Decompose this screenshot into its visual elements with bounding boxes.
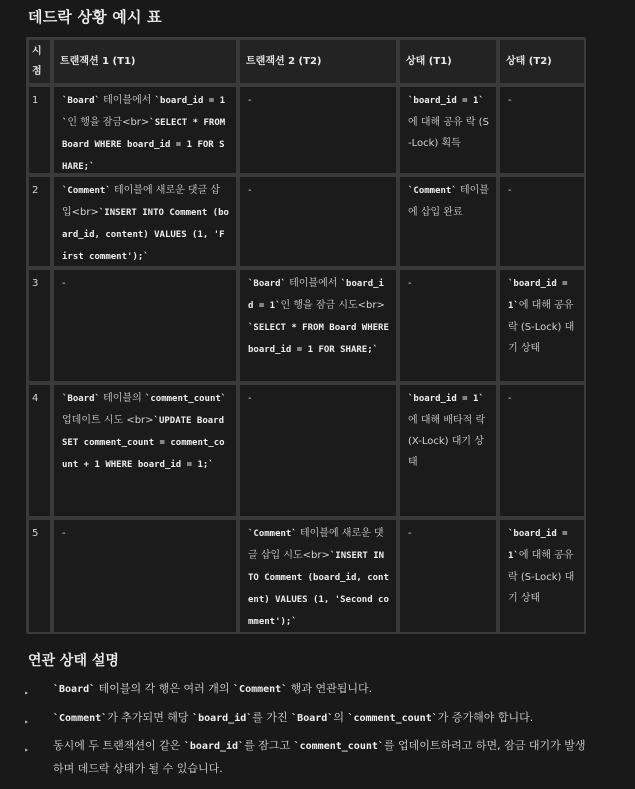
bullet-marker-icon: ‣ xyxy=(24,689,29,698)
page-title: 데드락 상황 예시 표 xyxy=(28,8,162,26)
cell-row4-t2: - xyxy=(238,383,398,518)
header-t1: 트랜잭션 1 (T1) xyxy=(52,38,238,85)
cell-row1-state-t1: `board_id = 1`에 대해 공유 락 (S-Lock) 획득 xyxy=(398,85,498,175)
bullet-text: `Board` 테이블의 각 행은 여러 개의 `Comment` 행과 연관됩니다. xyxy=(53,682,373,695)
header-state-t2: 상태 (T2) xyxy=(498,38,586,85)
cell-row1-t2: - xyxy=(238,85,398,175)
header-t2: 트랜잭션 2 (T2) xyxy=(238,38,398,85)
section-title: 연관 상태 설명 xyxy=(28,653,119,669)
bullet-marker-icon: ‣ xyxy=(24,718,29,727)
header-state-t1: 상태 (T1) xyxy=(398,38,498,85)
cell-row3-time: 3 xyxy=(27,268,52,383)
cell-row1-time: 1 xyxy=(27,85,52,175)
cell-row4-time: 4 xyxy=(27,383,52,518)
cell-row2-t2: - xyxy=(238,175,398,268)
bullet-text: 동시에 두 트랜잭션이 같은 `board_id`를 잠그고 `comment_count`를 업데이트하려고 하면, 잠금 대기가 발생하며 데드락 상태가 될 수 있습니다. xyxy=(53,739,586,775)
cell-row4-t1: `Board` 테이블의 `comment_count` 업데이트 시도 <br>`UPDATE Board SET comment_count = comment_count + 1 WHERE board_id = 1;` xyxy=(52,383,238,518)
cell-row2-time: 2 xyxy=(27,175,52,268)
cell-row3-state-t1: - xyxy=(398,268,498,383)
cell-row4-state-t2: - xyxy=(498,383,586,518)
cell-row5-t1: - xyxy=(52,518,238,634)
cell-row2-state-t1: `Comment` 테이블에 삽입 완료 xyxy=(398,175,498,268)
cell-row5-state-t2: `board_id = 1`에 대해 공유 락 (S-Lock) 대기 상태 xyxy=(498,518,586,634)
deadlock-table xyxy=(26,37,585,633)
cell-row5-state-t1: - xyxy=(398,518,498,634)
cell-row4-state-t1: `board_id = 1`에 대해 배타적 락 (X-Lock) 대기 상태 xyxy=(398,383,498,518)
cell-row2-t1: `Comment` 테이블에 새로운 댓글 삽입<br>`INSERT INTO Comment (board_id, content) VALUES (1, 'First comment');` xyxy=(52,175,238,268)
bullet-marker-icon: ‣ xyxy=(24,746,29,755)
cell-row3-state-t2: `board_id = 1`에 대해 공유 락 (S-Lock) 대기 상태 xyxy=(498,268,586,383)
cell-row5-t2: `Comment` 테이블에 새로운 댓글 삽입 시도<br>`INSERT INTO Comment (board_id, content) VALUES (1, 'Second comment');` xyxy=(238,518,398,634)
cell-row1-state-t2: - xyxy=(498,85,586,175)
cell-row3-t2: `Board` 테이블에서 `board_id = 1`인 행을 잠금 시도<br>`SELECT * FROM Board WHERE board_id = 1 FOR SHARE;` xyxy=(238,268,398,383)
bullet-text: `Comment`가 추가되면 해당 `board_id`를 가진 `Board`의 `comment_count`가 증가해야 합니다. xyxy=(53,711,534,724)
cell-row2-state-t2: - xyxy=(498,175,586,268)
header-time: 시점 xyxy=(27,38,52,85)
cell-row3-t1: - xyxy=(52,268,238,383)
cell-row1-t1: `Board` 테이블에서 `board_id = 1`인 행을 잠금<br>`SELECT * FROM Board WHERE board_id = 1 FOR SHARE;` xyxy=(52,85,238,175)
cell-row5-time: 5 xyxy=(27,518,52,634)
